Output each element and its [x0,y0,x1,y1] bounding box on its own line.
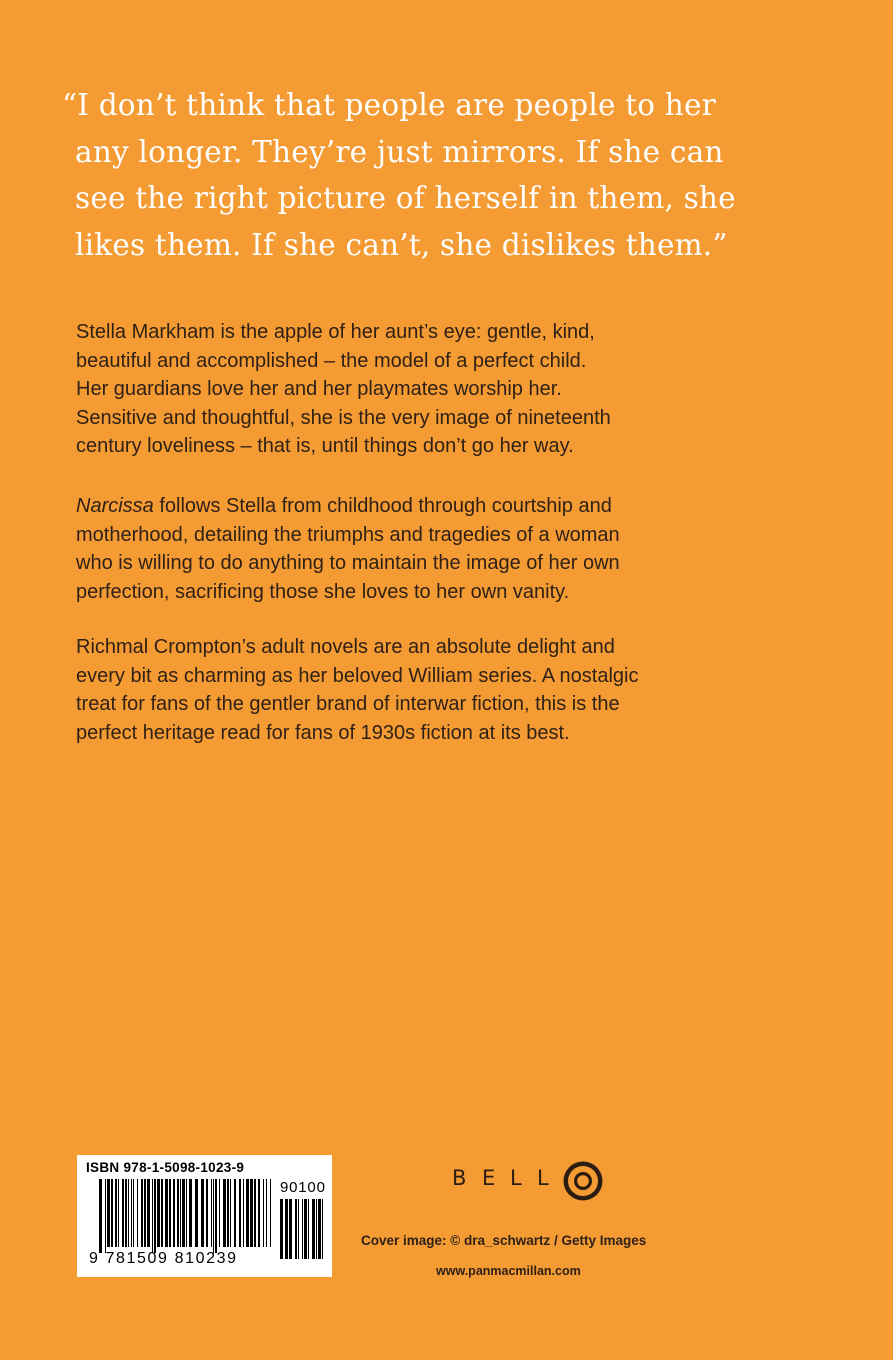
blurb-line-rest: follows Stella from childhood through courtship and [153,495,612,517]
blurb-line: Stella Markham is the apple of her aunt’s eye: gentle, kind, [76,321,595,343]
blurb-line: motherhood, detailing the triumphs and tragedies of a woman [76,523,620,546]
logo-letter: E [482,1166,496,1190]
price-code: 90100 [280,1179,326,1196]
quote-line: see the right picture of herself in them, she [75,181,736,215]
quote-line: “I don’t think that people are people to her [62,88,716,122]
logo-letter: B [452,1166,467,1190]
blurb-line [76,492,796,521]
blurb-line: treat for fans of the gentler brand of interwar fiction, this is the [76,693,620,716]
blurb-line: century loveliness – that is, until things don’t go her way. [76,435,574,458]
blurb-line: every bit as charming as her beloved William series. A nostalgic [76,664,639,687]
publisher-logo [452,1160,612,1202]
blurb-line: perfect heritage read for fans of 1930s fiction at its best. [76,721,570,744]
barcode-digits: 9 781509 810239 [89,1250,238,1267]
blurb-line: Her guardians love her and her playmates worship her. [76,378,562,401]
quote-line: likes them. If she can’t, she dislikes them.” [75,227,728,262]
blurb-paragraph-1 [76,318,796,461]
blurb-paragraph-3 [76,633,796,747]
blurb-paragraph-2 [76,492,796,606]
pull-quote [62,82,762,268]
ring-o-icon [562,1160,604,1202]
logo-letter: L [537,1166,549,1190]
publisher-website: www.panmacmillan.com [436,1264,581,1278]
isbn-barcode [77,1155,332,1277]
blurb-line: Richmal Crompton’s adult novels are an absolute delight and [76,636,615,658]
blurb-line: beautiful and accomplished – the model of a perfect child. [76,349,587,372]
blurb-line: perfection, sacrificing those she loves to her own vanity. [76,580,570,603]
quote-line: any longer. They’re just mirrors. If she can [75,134,724,169]
logo-letter: L [510,1166,522,1190]
isbn-label: ISBN 978-1-5098-1023-9 [86,1160,245,1175]
cover-image-credit: Cover image: © dra_schwartz / Getty Images [361,1233,647,1248]
blurb-line: who is willing to do anything to maintain the image of her own [76,552,620,575]
book-title: Narcissa [76,495,154,517]
blurb-line: Sensitive and thoughtful, she is the very image of nineteenth [76,406,611,429]
